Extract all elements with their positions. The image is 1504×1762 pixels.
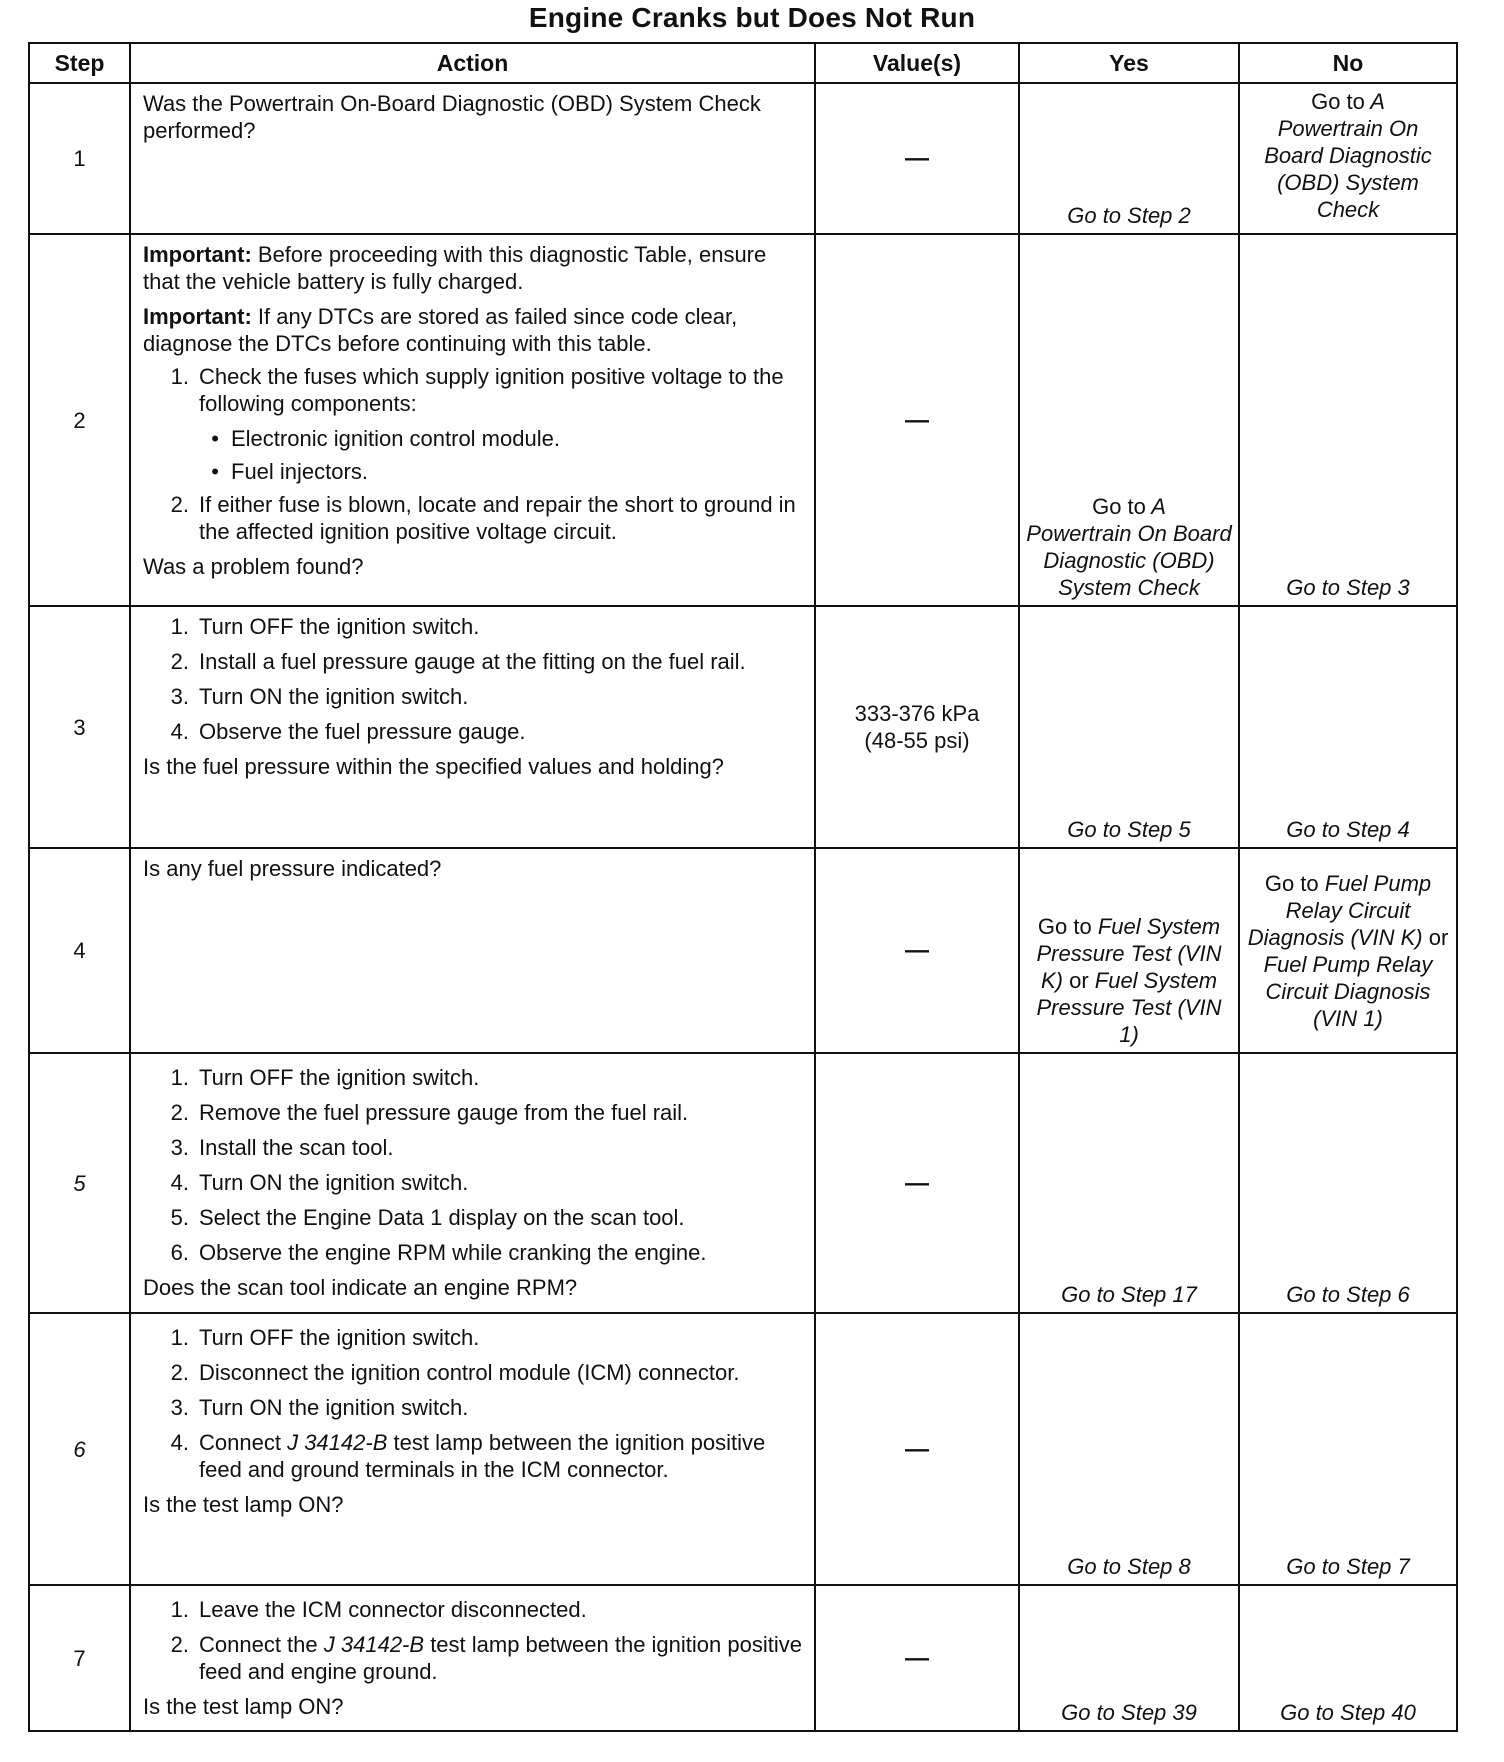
action-steps xyxy=(143,491,804,545)
no-link-2[interactable]: Fuel Pump Relay Circuit Diagnosis (VIN 1) xyxy=(1263,951,1433,1031)
table-row-step-3 xyxy=(29,606,1457,848)
list-item xyxy=(143,1596,804,1623)
no-cell xyxy=(1239,1313,1457,1585)
value-cell xyxy=(815,1585,1019,1731)
value-dash: — xyxy=(905,1644,929,1672)
action-question: Is the test lamp ON? xyxy=(143,1492,344,1517)
no-cell xyxy=(1239,83,1457,234)
step-number: 7 xyxy=(29,1585,130,1731)
no-cell xyxy=(1239,234,1457,606)
list-item xyxy=(143,1429,804,1483)
value-dash: — xyxy=(905,1435,929,1463)
yes-link[interactable]: Go to Step 39 xyxy=(1061,1700,1197,1725)
item-number: 4. xyxy=(170,719,189,744)
no-prefix: Go to xyxy=(1264,870,1319,896)
header-yes: Yes xyxy=(1019,43,1239,83)
yes-link-1[interactable]: Fuel System Pressure Test (VIN K) xyxy=(1036,914,1222,993)
action-steps xyxy=(143,363,804,417)
step-number: 4 xyxy=(29,848,130,1053)
item-text: Observe the fuel pressure gauge. xyxy=(199,719,526,744)
yes-cell xyxy=(1019,83,1239,234)
item-number: 3. xyxy=(170,1135,189,1160)
yes-prefix: Go to xyxy=(1037,914,1092,939)
step-number: 2 xyxy=(29,234,130,606)
list-item xyxy=(143,683,804,710)
page-title: Engine Cranks but Does Not Run xyxy=(528,2,976,33)
header-step: Step xyxy=(29,43,130,83)
item-number: 2. xyxy=(170,1360,189,1385)
step-number: 6 xyxy=(29,1313,130,1585)
action-cell xyxy=(130,1585,815,1731)
value-cell xyxy=(815,606,1019,848)
header-action: Action xyxy=(130,43,815,83)
yes-link-2[interactable]: Fuel System Pressure Test (VIN 1) xyxy=(1036,968,1222,1047)
item-text: Turn ON the ignition switch. xyxy=(199,1395,469,1420)
item-text: Install a fuel pressure gauge at the fitting on the fuel rail. xyxy=(199,649,746,674)
item-text: Turn OFF the ignition switch. xyxy=(199,1325,480,1350)
bullet-item xyxy=(143,458,804,485)
action-cell xyxy=(130,606,815,848)
item-number: 3. xyxy=(170,684,189,709)
no-link[interactable]: Go to Step 7 xyxy=(1286,1554,1410,1579)
value-cell xyxy=(815,234,1019,606)
no-link-1[interactable]: Fuel Pump Relay Circuit Diagnosis (VIN K) xyxy=(1247,870,1432,950)
yes-letter: A xyxy=(1151,494,1166,519)
item-number: 6. xyxy=(170,1240,189,1265)
component-bullets xyxy=(143,425,804,485)
value-cell xyxy=(815,848,1019,1053)
bullet-dot: • xyxy=(211,459,219,484)
yes-cell xyxy=(1019,1585,1239,1731)
no-letter: A xyxy=(1370,89,1385,114)
no-link[interactable]: Go to Step 40 xyxy=(1280,1700,1416,1725)
no-or: or xyxy=(1428,924,1449,950)
item-number: 1. xyxy=(170,364,189,389)
yes-cell xyxy=(1019,234,1239,606)
list-item xyxy=(143,1134,804,1161)
item-text: Install the scan tool. xyxy=(199,1135,394,1160)
value-cell xyxy=(815,1313,1019,1585)
bullet-item xyxy=(143,425,804,452)
no-cell xyxy=(1239,848,1457,1053)
step-number: 3 xyxy=(29,606,130,848)
step-number: 1 xyxy=(29,83,130,234)
tool-number: J 34142-B xyxy=(287,1430,388,1455)
important-note-1 xyxy=(143,241,804,295)
yes-prefix: Go to xyxy=(1092,494,1146,519)
yes-or: or xyxy=(1069,968,1089,993)
item-text: Connect xyxy=(199,1430,281,1455)
list-item xyxy=(143,1239,804,1266)
table-row-step-4 xyxy=(29,848,1457,1053)
item-text: Observe the engine RPM while cranking the engine. xyxy=(199,1240,707,1265)
yes-cell xyxy=(1019,1313,1239,1585)
list-item xyxy=(143,1204,804,1231)
action-steps xyxy=(143,1324,804,1483)
list-item xyxy=(143,1631,804,1685)
no-cell xyxy=(1239,606,1457,848)
item-body xyxy=(199,1429,804,1483)
item-text: Turn ON the ignition switch. xyxy=(199,684,469,709)
table-row-step-6 xyxy=(29,1313,1457,1585)
table-row-step-1 xyxy=(29,83,1457,234)
no-link[interactable]: Powertrain On Board Diagnostic (OBD) System Check xyxy=(1264,116,1432,222)
header-no: No xyxy=(1239,43,1457,83)
yes-cell xyxy=(1019,848,1239,1053)
important-text: Before proceeding with this diagnostic Table, ensure that the vehicle battery is fully charged. xyxy=(143,242,767,294)
yes-link[interactable]: Powertrain On Board Diagnostic (OBD) System Check xyxy=(1026,521,1232,600)
action-question: Is any fuel pressure indicated? xyxy=(143,856,442,881)
item-body xyxy=(199,363,804,417)
item-number: 1. xyxy=(170,1065,189,1090)
value-cell xyxy=(815,83,1019,234)
bullet-dot: • xyxy=(211,426,219,451)
item-text: If either fuse is blown, locate and repair the short to ground in the affected ignition positive voltage circuit. xyxy=(199,492,796,544)
item-number: 3. xyxy=(170,1395,189,1420)
item-number: 1. xyxy=(170,1325,189,1350)
yes-link[interactable]: Go to Step 17 xyxy=(1061,1282,1197,1307)
item-text: Leave the ICM connector disconnected. xyxy=(199,1597,587,1622)
no-link[interactable]: Go to Step 3 xyxy=(1286,575,1410,600)
tool-number: J 34142-B xyxy=(323,1632,425,1657)
header-values: Value(s) xyxy=(815,43,1019,83)
action-cell xyxy=(130,234,815,606)
action-cell xyxy=(130,1053,815,1313)
list-item xyxy=(143,648,804,675)
list-item xyxy=(143,718,804,745)
item-text: Turn ON the ignition switch. xyxy=(199,1170,469,1195)
no-cell xyxy=(1239,1585,1457,1731)
item-number: 2. xyxy=(170,492,189,517)
list-item xyxy=(143,1169,804,1196)
item-number: 1. xyxy=(170,614,189,639)
action-cell xyxy=(130,1313,815,1585)
item-text: Check the fuses which supply ignition positive voltage to the following components: xyxy=(199,364,784,416)
table-row-step-7 xyxy=(29,1585,1457,1731)
no-link[interactable]: Go to Step 4 xyxy=(1286,817,1410,842)
yes-cell xyxy=(1019,606,1239,848)
no-prefix: Go to xyxy=(1311,89,1365,114)
action-cell xyxy=(130,83,815,234)
item-text: Connect the xyxy=(199,1632,318,1657)
item-number: 2. xyxy=(170,1100,189,1125)
action-steps xyxy=(143,1596,804,1685)
list-item xyxy=(143,613,804,640)
item-text: test lamp between the ignition positive feed and ground terminals in the ICM connector. xyxy=(199,1430,766,1482)
bullet-text: Electronic ignition control module. xyxy=(231,426,560,451)
bullet-text: Fuel injectors. xyxy=(231,459,368,484)
item-text: Select the Engine Data 1 display on the scan tool. xyxy=(199,1205,685,1230)
action-question: Was the Powertrain On-Board Diagnostic (OBD) System Check performed? xyxy=(143,91,761,143)
action-question: Was a problem found? xyxy=(143,554,364,579)
item-text: Remove the fuel pressure gauge from the fuel rail. xyxy=(199,1100,689,1125)
header-row xyxy=(29,43,1457,83)
list-item xyxy=(143,1394,804,1421)
item-number: 1. xyxy=(170,1597,189,1622)
value-psi: (48-55 psi) xyxy=(864,728,970,753)
item-text: Turn OFF the ignition switch. xyxy=(199,614,480,639)
list-item xyxy=(143,363,804,417)
list-item xyxy=(143,491,804,545)
value-dash: — xyxy=(905,145,929,172)
no-cell xyxy=(1239,1053,1457,1313)
important-label: Important: xyxy=(143,242,252,267)
list-item xyxy=(143,1359,804,1386)
table-row-step-5 xyxy=(29,1053,1457,1313)
item-number: 2. xyxy=(170,649,189,674)
yes-cell xyxy=(1019,1053,1239,1313)
yes-link[interactable]: Go to Step 8 xyxy=(1067,1554,1191,1579)
list-item xyxy=(143,1099,804,1126)
action-question: Does the scan tool indicate an engine RPM? xyxy=(143,1275,578,1300)
list-item xyxy=(143,1064,804,1091)
item-body xyxy=(199,1631,804,1685)
item-text: Turn OFF the ignition switch. xyxy=(199,1065,480,1090)
item-number: 5. xyxy=(170,1205,189,1230)
important-text: If any DTCs are stored as failed since code clear, diagnose the DTCs before continuing with this table. xyxy=(143,304,738,356)
action-cell xyxy=(130,848,815,1053)
important-label: Important: xyxy=(143,304,252,329)
table-row-step-2 xyxy=(29,234,1457,606)
item-number: 2. xyxy=(170,1632,189,1657)
action-steps xyxy=(143,1064,804,1266)
value-dash: — xyxy=(905,937,929,964)
step-number: 5 xyxy=(29,1053,130,1313)
item-text: Disconnect the ignition control module (ICM) connector. xyxy=(199,1360,740,1385)
action-question: Is the test lamp ON? xyxy=(143,1694,344,1719)
item-text: test lamp between the ignition positive feed and engine ground. xyxy=(199,1632,802,1684)
item-number: 4. xyxy=(170,1170,189,1195)
value-dash: — xyxy=(905,1169,929,1197)
important-note-2 xyxy=(143,303,804,357)
action-question: Is the fuel pressure within the specified values and holding? xyxy=(143,754,724,779)
value-kpa: 333-376 kPa xyxy=(854,701,980,726)
yes-link[interactable]: Go to Step 5 xyxy=(1067,817,1191,842)
value-dash: — xyxy=(905,406,929,434)
yes-link[interactable]: Go to Step 2 xyxy=(1067,203,1191,228)
action-steps xyxy=(143,613,804,745)
item-number: 4. xyxy=(170,1430,189,1455)
value-cell xyxy=(815,1053,1019,1313)
list-item xyxy=(143,1324,804,1351)
no-link[interactable]: Go to Step 6 xyxy=(1286,1282,1410,1307)
diagnostic-table xyxy=(28,42,1458,1732)
